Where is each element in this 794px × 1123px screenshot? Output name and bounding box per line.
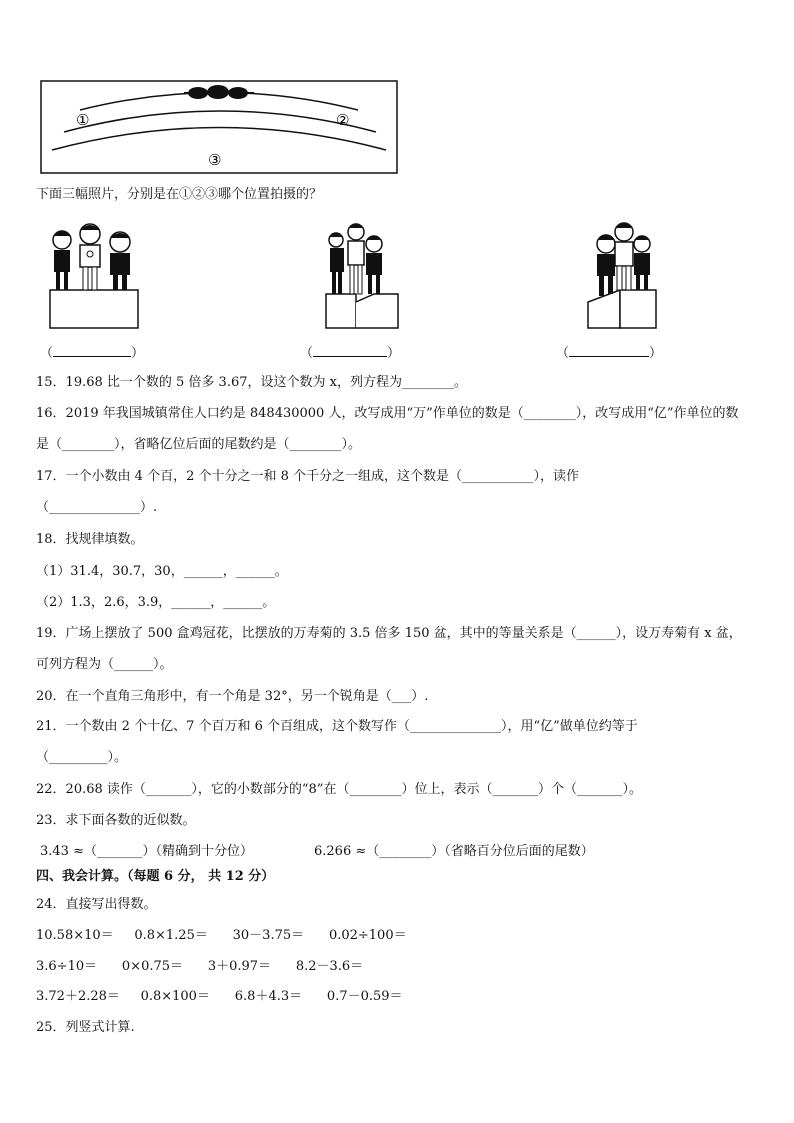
photo-1 bbox=[44, 222, 164, 332]
question-24: 24．直接写出得数。 bbox=[36, 897, 157, 912]
question-16-line-1: 16．2019 年我国城镇常住人口约是 848430000 人，改写成用“万”作单位的数是（________），改写成用“亿”作单位的数 bbox=[36, 406, 739, 421]
calc-item: 3.6÷10＝ bbox=[36, 959, 98, 974]
question-22: 22．20.68 读作（_______），它的小数部分的“8”在（________）位上，表示（_______）个（_______）。 bbox=[36, 782, 642, 797]
question-15: 15．19.68 比一个数的 5 倍多 3.67，设这个数为 x，列方程为________。 bbox=[36, 375, 467, 390]
question-16-line-2: 是（________），省略亿位后面的尾数约是（________）。 bbox=[36, 437, 362, 452]
position-label-1: ① bbox=[76, 111, 90, 129]
calc-item: 0.7－0.59＝ bbox=[326, 989, 403, 1004]
question-21-line-1: 21．一个数由 2 个十亿、7 个百万和 6 个百组成，这个数写作（______________），用“亿”做单位约等于 bbox=[36, 719, 638, 734]
question-18: 18．找规律填数。 bbox=[36, 532, 144, 547]
photo-2-answer[interactable]: （ ） bbox=[300, 346, 401, 361]
calc-row-1 bbox=[36, 927, 407, 945]
position-label-2: ② bbox=[336, 111, 350, 129]
question-18-part-2: （2）1.3，2.6，3.9，______，______。 bbox=[36, 595, 276, 610]
podium-front-view-icon bbox=[44, 222, 164, 332]
section-4-heading: 四、我会计算。（每题 6 分， 共 12 分） bbox=[36, 869, 275, 884]
calc-item: 10.58×10＝ bbox=[36, 928, 114, 943]
calc-row-3 bbox=[36, 988, 403, 1006]
question-20: 20．在一个直角三角形中，有一个角是 32°，另一个锐角是（___）. bbox=[36, 689, 429, 704]
question-23-part-a: 3.43 ≈（_______）（精确到十分位） bbox=[40, 844, 253, 859]
track-figure bbox=[40, 80, 398, 174]
photo-3 bbox=[584, 222, 704, 332]
question-17-line-2: （______________）. bbox=[36, 500, 158, 515]
question-photo-prompt: 下面三幅照片，分别是在①②③哪个位置拍摄的？ bbox=[36, 187, 323, 202]
calc-item: 8.2－3.6＝ bbox=[295, 959, 364, 974]
track-curve-3 bbox=[52, 128, 386, 151]
question-21-line-2: （_________）。 bbox=[36, 750, 128, 765]
calc-item: 3.72＋2.28＝ bbox=[36, 989, 120, 1004]
calc-item: 0×0.75＝ bbox=[121, 959, 184, 974]
track-diagram bbox=[40, 80, 398, 174]
podium-left-view-icon bbox=[322, 222, 442, 332]
calc-item: 30－3.75＝ bbox=[232, 928, 305, 943]
question-25: 25．列竖式计算. bbox=[36, 1020, 135, 1035]
track-curve-2 bbox=[64, 111, 376, 132]
podium-group-icon bbox=[184, 85, 254, 99]
question-19-line-1: 19．广场上摆放了 500 盒鸡冠花，比摆放的万寿菊的 3.5 倍多 150 盆，其中的等量关系是（______），设万寿菊有 x 盆， bbox=[36, 626, 742, 641]
calc-item: 0.8×1.25＝ bbox=[134, 928, 208, 943]
photo-2 bbox=[322, 222, 442, 332]
question-23: 23．求下面各数的近似数。 bbox=[36, 813, 196, 828]
photo-3-answer[interactable]: （ ） bbox=[556, 346, 663, 361]
calc-item: 3＋0.97＝ bbox=[207, 959, 272, 974]
calc-item: 6.8＋4.3＝ bbox=[234, 989, 303, 1004]
question-19-line-2: 可列方程为（______）。 bbox=[36, 657, 173, 672]
position-label-3: ③ bbox=[208, 151, 222, 169]
calc-row-2 bbox=[36, 958, 363, 976]
photo-row bbox=[0, 222, 794, 362]
calc-item: 0.02÷100＝ bbox=[328, 928, 407, 943]
question-17-line-1: 17．一个小数由 4 个百，2 个十分之一和 8 个千分之一组成，这个数是（___________），读作 bbox=[36, 469, 580, 484]
question-18-part-1: （1）31.4，30.7，30，______，______。 bbox=[36, 564, 288, 579]
photo-1-answer[interactable]: （ ） bbox=[40, 346, 145, 361]
question-23-part-b: 6.266 ≈（________）（省略百分位后面的尾数） bbox=[314, 844, 594, 859]
podium-right-view-icon bbox=[584, 222, 704, 332]
calc-item: 0.8×100＝ bbox=[140, 989, 210, 1004]
